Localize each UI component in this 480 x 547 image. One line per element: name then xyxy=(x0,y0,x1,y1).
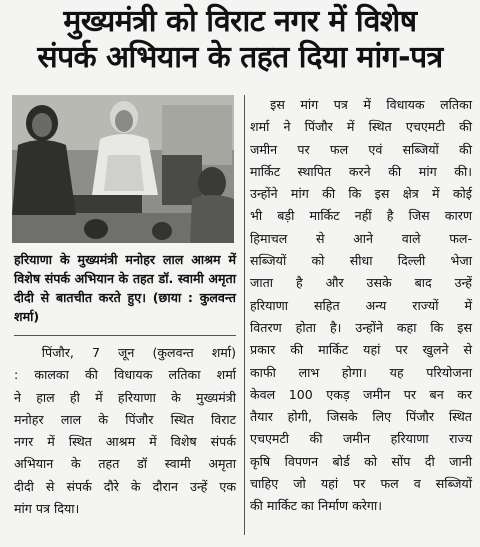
article-line: वितरण होता है। उन्होंने कहा कि इस xyxy=(250,319,472,335)
article-line: सब्जियों को सीधा दिल्ली भेजा xyxy=(250,253,472,269)
article-line: एचएमटी की जमीन हरियाणा राज्य xyxy=(250,431,472,447)
article-line: जमीन पर फल एवं सब्जियों की xyxy=(250,141,472,157)
article-line: हिमाचल से आने वाले फल- xyxy=(250,230,472,246)
article-line: शर्मा ने पिंजौर में स्थित एचएमटी की xyxy=(250,119,472,135)
article-line: : कालका की विधायक लतिका शर्मा xyxy=(14,367,236,383)
caption-divider xyxy=(14,335,236,336)
article-line: हरियाणा सहित अन्य राज्यों में xyxy=(250,297,472,313)
article-line: इस मांग पत्र में विधायक लतिका xyxy=(270,97,472,112)
article-right-column xyxy=(250,94,472,518)
news-photo xyxy=(12,95,234,243)
article-line: दीदी से संपर्क दौरे के दौरान उन्हें एक xyxy=(14,478,236,494)
headline-line-1: मुख्यमंत्री को विराट नगर में विशेष xyxy=(63,4,417,39)
headline xyxy=(0,4,480,76)
photo-caption: हरियाणा के मुख्यमंत्री मनोहर लाल आश्रम में विशेष संपर्क अभियान के तहत डॉ. स्वामी अमृता दीदी से बातचीत करते हुए। (छाया : कुलवन्त शर्मा) xyxy=(14,252,236,324)
article-line: काफी लाभ होगा। यह परियोजना xyxy=(250,364,472,380)
article-line: कृषि विपणन बोर्ड को सोंप दी जानी xyxy=(250,453,472,469)
article-line: उन्होंने मांग की कि इस क्षेत्र में कोई xyxy=(250,186,472,202)
article-line: नगर में स्थित आश्रम में विशेष संपर्क xyxy=(14,434,236,450)
headline-line-2: संपर्क अभियान के तहत दिया मांग-पत्र xyxy=(37,40,443,75)
article-line: मनोहर लाल के पिंजौर स्थित विराट xyxy=(14,411,236,427)
article-line: मार्किट स्थापित करने की मांग की। xyxy=(250,163,472,179)
article-line: प्रकार की मार्किट यहां पर खुलने से xyxy=(250,342,472,358)
article-line: केवल 100 एकड़ जमीन पर बन कर xyxy=(250,386,472,402)
column-divider xyxy=(244,95,245,535)
article-line: पिंजौर, 7 जून (कुलवन्त शर्मा) xyxy=(41,345,236,360)
article-left-column xyxy=(14,342,236,520)
news-photo-illustration xyxy=(12,95,234,243)
article-line: चाहिए जो यहां पर फल व सब्जियों xyxy=(250,476,472,492)
article-line: तैयार होगी, जिसके लिए पिंजौर स्थित xyxy=(250,409,472,425)
article-line: की मार्किट का निर्माण करेगा। xyxy=(250,498,383,514)
article-line: जाता है और उसके बाद उन्हें xyxy=(250,275,472,291)
article-line: अभियान के तहत डॉ स्वामी अमृता xyxy=(14,456,236,472)
article-line: मांग पत्र दिया। xyxy=(14,501,80,517)
article-line: ने हाल ही में हरियाणा के मुख्यमंत्री xyxy=(14,389,236,405)
article-line: भी बड़ी मार्किट नहीं है जिस कारण xyxy=(250,208,472,224)
